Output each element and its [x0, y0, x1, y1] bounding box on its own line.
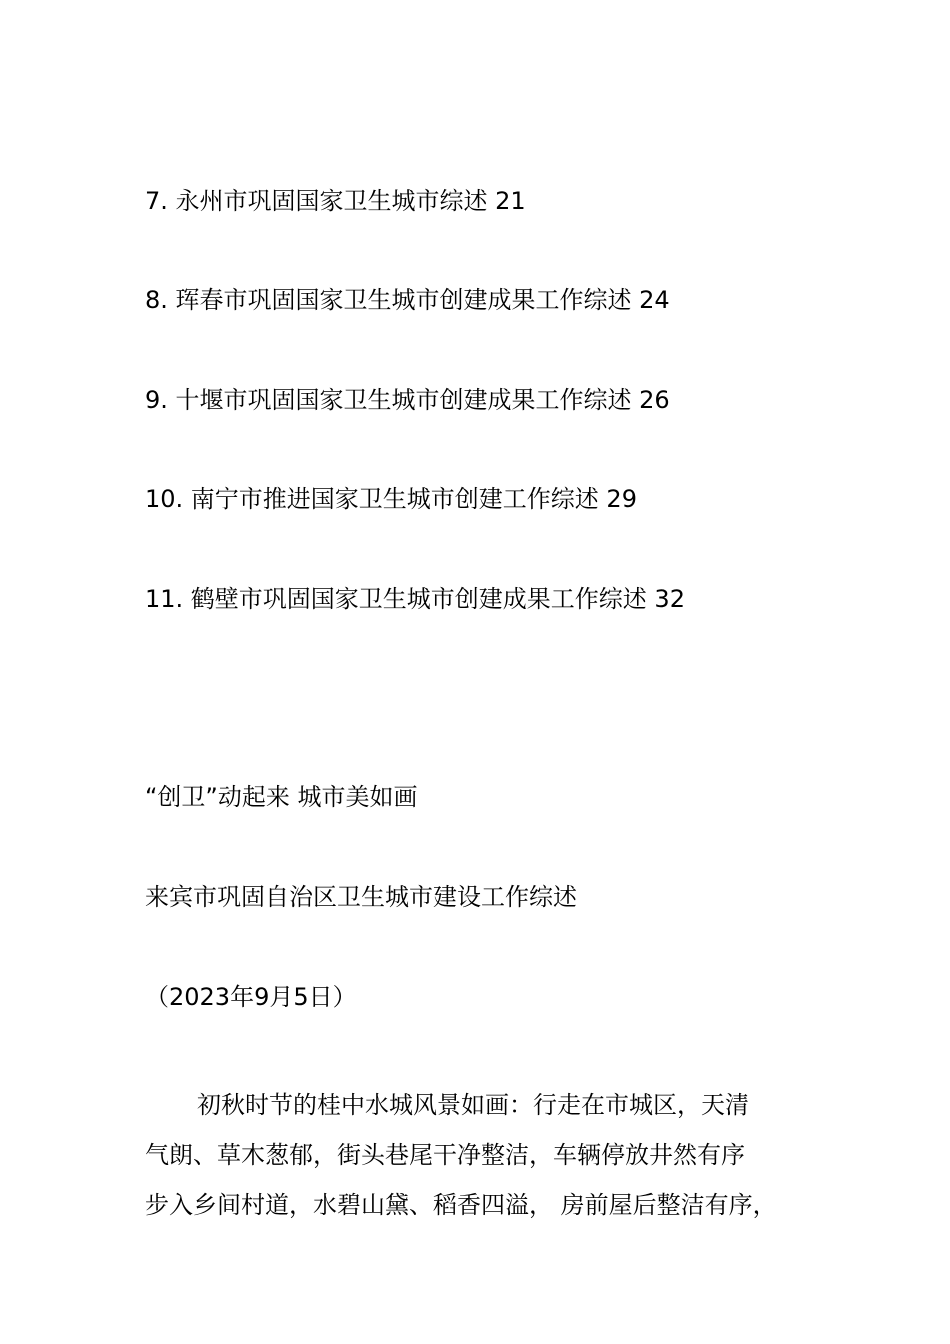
- toc-entry: 9. 十堰市巩固国家卫生城市创建成果工作综述 26: [145, 386, 670, 414]
- article-body: [145, 1080, 835, 1230]
- body-line: 气朗、草木葱郁，街头巷尾干净整洁，车辆停放井然有序: [145, 1141, 745, 1169]
- body-line: 初秋时节的桂中水城风景如画：行走在市城区，天清: [197, 1091, 749, 1119]
- body-line: 步入乡间村道，水碧山黛、稻香四溢， 房前屋后整洁有序，: [145, 1191, 777, 1219]
- toc-entry: 11. 鹤壁市巩固国家卫生城市创建成果工作综述 32: [145, 585, 685, 613]
- toc-entry: 10. 南宁市推进国家卫生城市创建工作综述 29: [145, 485, 637, 513]
- toc-entry: 7. 永州市巩固国家卫生城市综述 21: [145, 187, 526, 215]
- toc-entry: 8. 珲春市巩固国家卫生城市创建成果工作综述 24: [145, 286, 670, 314]
- article-date: （2023年9月5日）: [145, 983, 357, 1011]
- article-subtitle: 来宾市巩固自治区卫生城市建设工作综述: [145, 883, 577, 911]
- article-headline: “创卫”动起来 城市美如画: [145, 783, 418, 811]
